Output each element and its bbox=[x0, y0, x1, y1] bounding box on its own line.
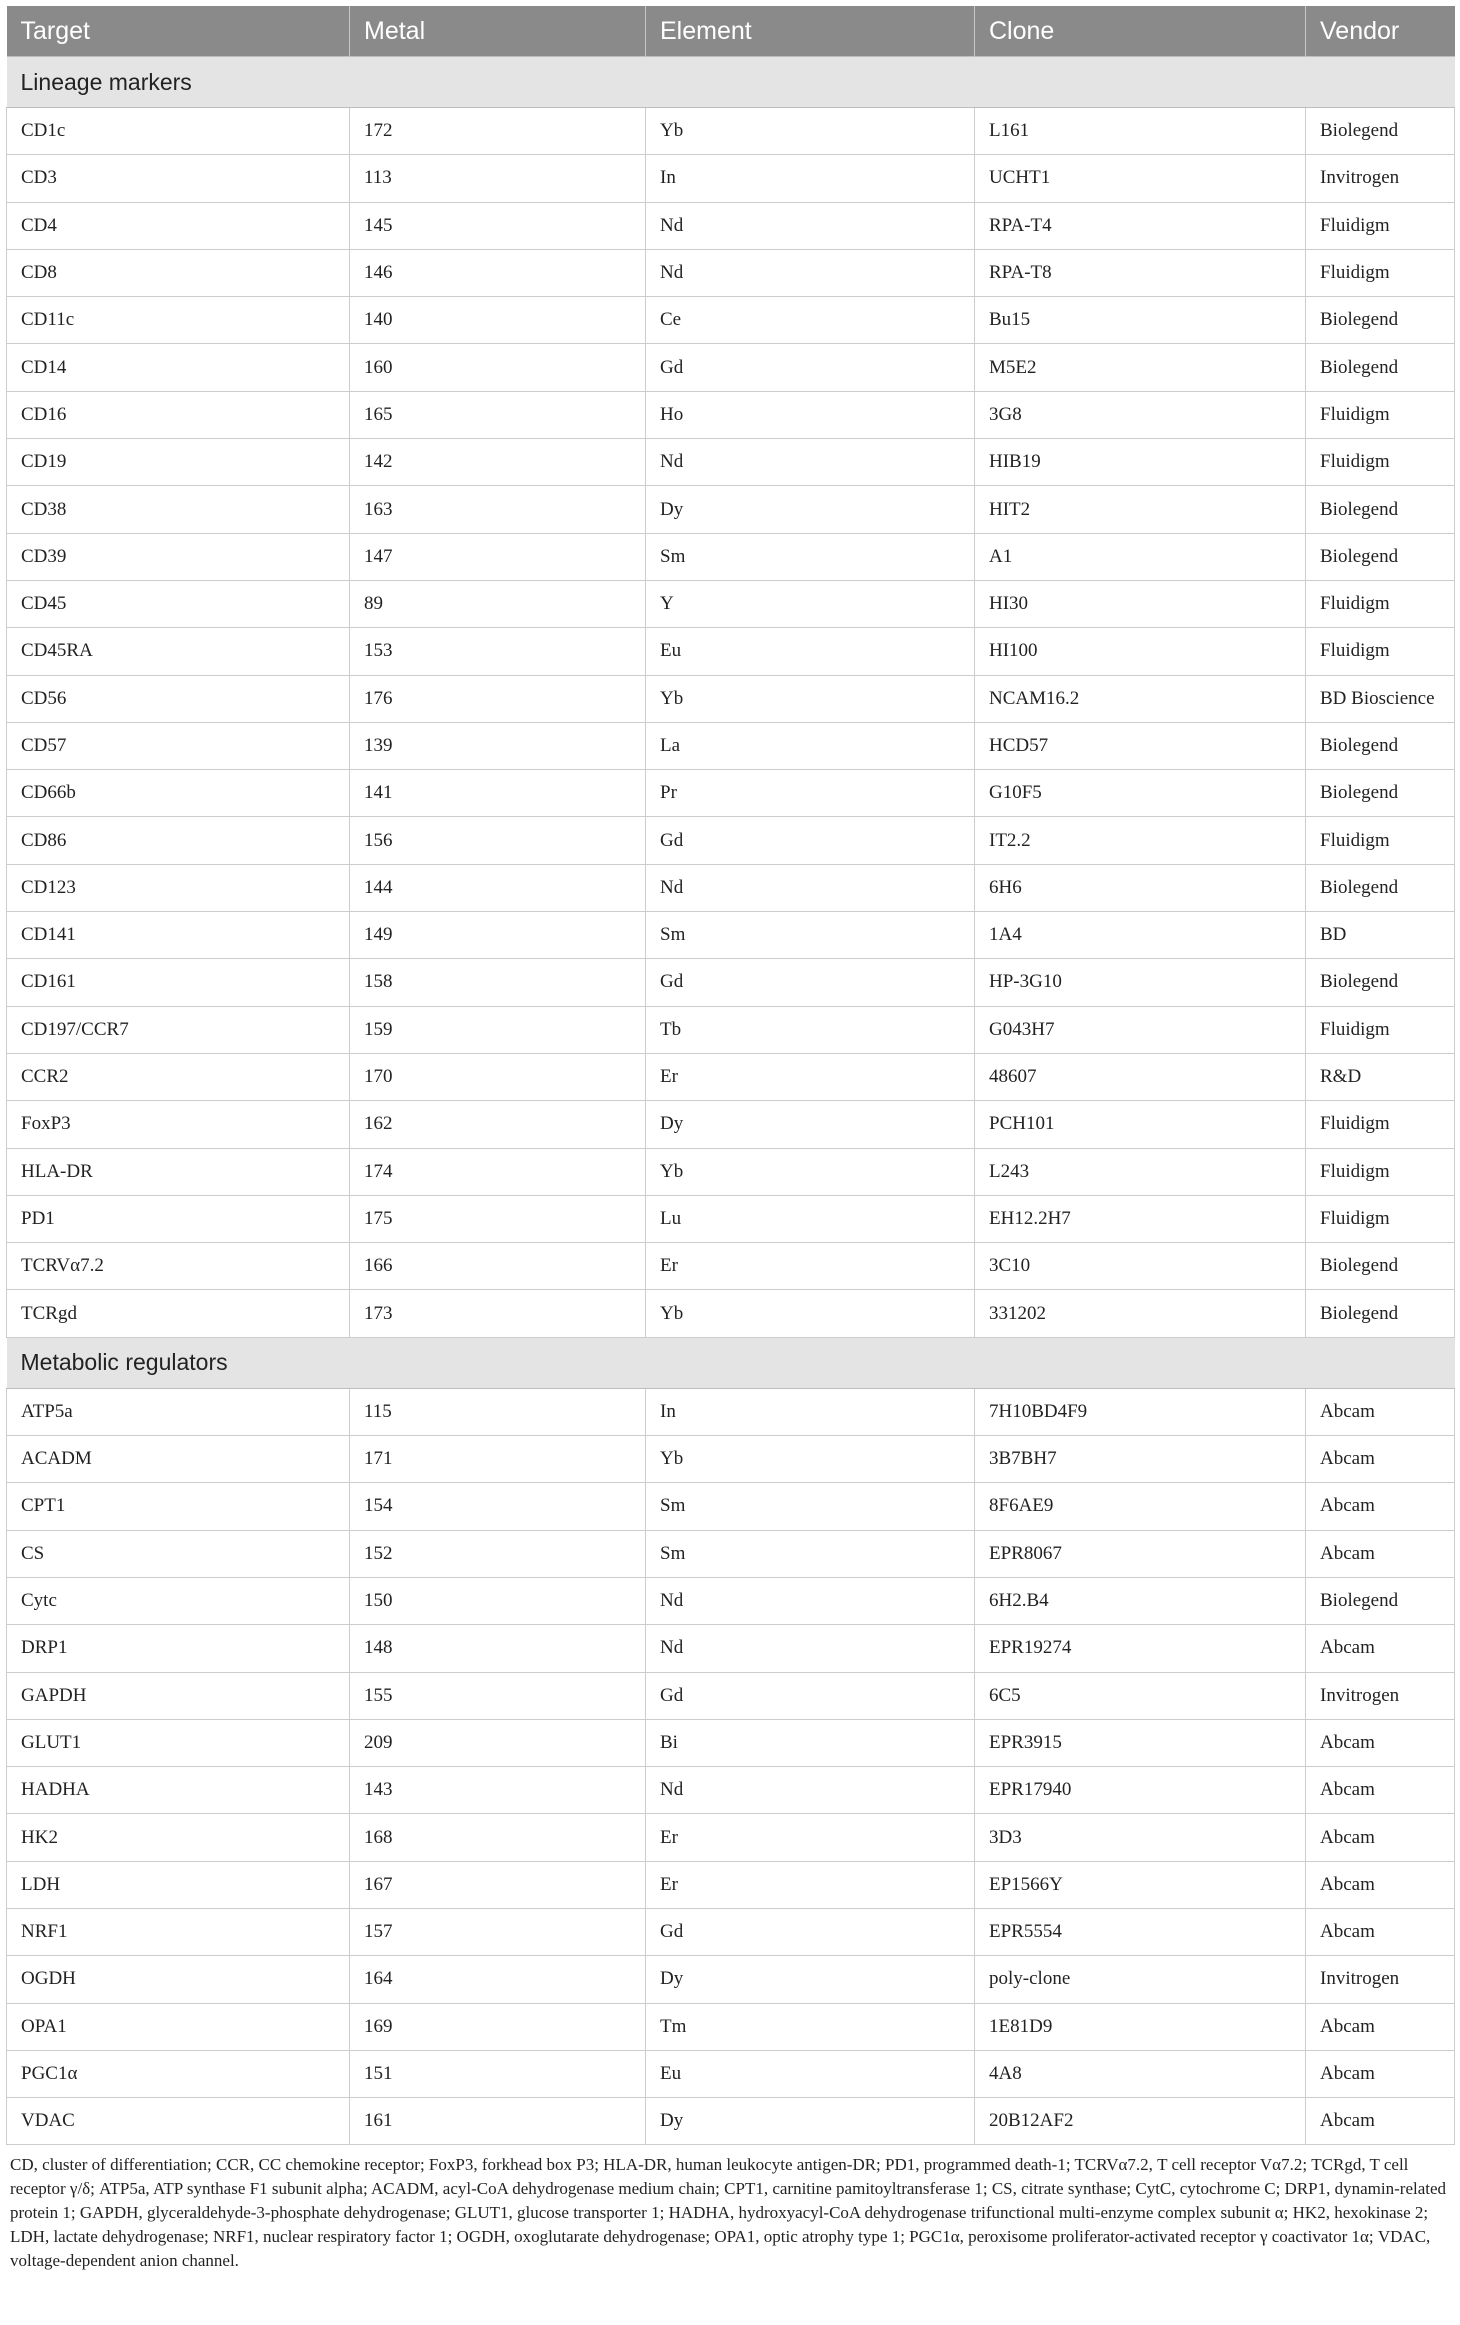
element-cell: Ce bbox=[646, 297, 975, 344]
table-row bbox=[7, 675, 1455, 722]
target-cell: Cytc bbox=[7, 1577, 350, 1624]
element-cell: Gd bbox=[646, 344, 975, 391]
target-cell: HK2 bbox=[7, 1814, 350, 1861]
metal-cell: 170 bbox=[350, 1053, 646, 1100]
metal-cell: 159 bbox=[350, 1006, 646, 1053]
vendor-cell: Abcam bbox=[1306, 2098, 1455, 2145]
table-row bbox=[7, 1290, 1455, 1337]
table-row bbox=[7, 628, 1455, 675]
clone-cell: 3D3 bbox=[975, 1814, 1306, 1861]
clone-cell: HCD57 bbox=[975, 722, 1306, 769]
element-cell: Dy bbox=[646, 1956, 975, 2003]
element-cell: Dy bbox=[646, 486, 975, 533]
target-cell: CD39 bbox=[7, 533, 350, 580]
metal-cell: 171 bbox=[350, 1436, 646, 1483]
target-cell: CCR2 bbox=[7, 1053, 350, 1100]
clone-cell: EH12.2H7 bbox=[975, 1195, 1306, 1242]
target-cell: CD197/CCR7 bbox=[7, 1006, 350, 1053]
target-cell: OGDH bbox=[7, 1956, 350, 2003]
clone-cell: L243 bbox=[975, 1148, 1306, 1195]
vendor-cell: Abcam bbox=[1306, 1436, 1455, 1483]
table-row bbox=[7, 722, 1455, 769]
target-cell: CD45RA bbox=[7, 628, 350, 675]
table-row bbox=[7, 1625, 1455, 1672]
vendor-cell: Abcam bbox=[1306, 1767, 1455, 1814]
metal-cell: 158 bbox=[350, 959, 646, 1006]
clone-cell: RPA-T4 bbox=[975, 202, 1306, 249]
metal-cell: 154 bbox=[350, 1483, 646, 1530]
clone-cell: M5E2 bbox=[975, 344, 1306, 391]
metal-cell: 157 bbox=[350, 1908, 646, 1955]
target-cell: PD1 bbox=[7, 1195, 350, 1242]
metal-cell: 160 bbox=[350, 344, 646, 391]
table-row bbox=[7, 1577, 1455, 1624]
metal-cell: 145 bbox=[350, 202, 646, 249]
clone-cell: EPR17940 bbox=[975, 1767, 1306, 1814]
metal-cell: 113 bbox=[350, 155, 646, 202]
element-cell: Eu bbox=[646, 2050, 975, 2097]
section-header-row bbox=[7, 1337, 1455, 1388]
target-cell: VDAC bbox=[7, 2098, 350, 2145]
vendor-cell: Fluidigm bbox=[1306, 1101, 1455, 1148]
element-cell: Ho bbox=[646, 391, 975, 438]
clone-cell: L161 bbox=[975, 108, 1306, 155]
clone-cell: EP1566Y bbox=[975, 1861, 1306, 1908]
table-row bbox=[7, 864, 1455, 911]
metal-cell: 173 bbox=[350, 1290, 646, 1337]
clone-cell: HI30 bbox=[975, 580, 1306, 627]
element-cell: Er bbox=[646, 1243, 975, 1290]
table-row bbox=[7, 1672, 1455, 1719]
table-body bbox=[7, 57, 1455, 2145]
metal-cell: 166 bbox=[350, 1243, 646, 1290]
clone-cell: poly-clone bbox=[975, 1956, 1306, 2003]
target-cell: CD161 bbox=[7, 959, 350, 1006]
target-cell: CD19 bbox=[7, 439, 350, 486]
vendor-cell: Biolegend bbox=[1306, 533, 1455, 580]
clone-cell: 6H2.B4 bbox=[975, 1577, 1306, 1624]
target-cell: NRF1 bbox=[7, 1908, 350, 1955]
header-metal: Metal bbox=[350, 6, 646, 57]
metal-cell: 148 bbox=[350, 1625, 646, 1672]
vendor-cell: BD bbox=[1306, 912, 1455, 959]
table-row bbox=[7, 486, 1455, 533]
table-row bbox=[7, 1719, 1455, 1766]
table-row bbox=[7, 1148, 1455, 1195]
metal-cell: 172 bbox=[350, 108, 646, 155]
metal-cell: 175 bbox=[350, 1195, 646, 1242]
vendor-cell: Biolegend bbox=[1306, 297, 1455, 344]
clone-cell: EPR8067 bbox=[975, 1530, 1306, 1577]
target-cell: TCRVα7.2 bbox=[7, 1243, 350, 1290]
vendor-cell: Fluidigm bbox=[1306, 1006, 1455, 1053]
vendor-cell: Biolegend bbox=[1306, 770, 1455, 817]
table-row bbox=[7, 344, 1455, 391]
clone-cell: 48607 bbox=[975, 1053, 1306, 1100]
element-cell: Tb bbox=[646, 1006, 975, 1053]
element-cell: Nd bbox=[646, 1767, 975, 1814]
element-cell: Bi bbox=[646, 1719, 975, 1766]
metal-cell: 162 bbox=[350, 1101, 646, 1148]
metal-cell: 167 bbox=[350, 1861, 646, 1908]
clone-cell: IT2.2 bbox=[975, 817, 1306, 864]
table-row bbox=[7, 1908, 1455, 1955]
table-row bbox=[7, 391, 1455, 438]
metal-cell: 156 bbox=[350, 817, 646, 864]
vendor-cell: Abcam bbox=[1306, 1388, 1455, 1435]
target-cell: CD1c bbox=[7, 108, 350, 155]
table-row bbox=[7, 1053, 1455, 1100]
target-cell: GLUT1 bbox=[7, 1719, 350, 1766]
target-cell: CD16 bbox=[7, 391, 350, 438]
target-cell: ACADM bbox=[7, 1436, 350, 1483]
target-cell: CD45 bbox=[7, 580, 350, 627]
table-row bbox=[7, 817, 1455, 864]
table-row bbox=[7, 959, 1455, 1006]
clone-cell: HP-3G10 bbox=[975, 959, 1306, 1006]
metal-cell: 174 bbox=[350, 1148, 646, 1195]
target-cell: CD8 bbox=[7, 249, 350, 296]
metal-cell: 153 bbox=[350, 628, 646, 675]
target-cell: HLA-DR bbox=[7, 1148, 350, 1195]
metal-cell: 163 bbox=[350, 486, 646, 533]
clone-cell: UCHT1 bbox=[975, 155, 1306, 202]
target-cell: CD86 bbox=[7, 817, 350, 864]
vendor-cell: Fluidigm bbox=[1306, 439, 1455, 486]
table-row bbox=[7, 439, 1455, 486]
vendor-cell: R&D bbox=[1306, 1053, 1455, 1100]
metal-cell: 140 bbox=[350, 297, 646, 344]
table-row bbox=[7, 108, 1455, 155]
section-title: Lineage markers bbox=[7, 57, 1455, 108]
element-cell: Tm bbox=[646, 2003, 975, 2050]
metal-cell: 146 bbox=[350, 249, 646, 296]
metal-cell: 147 bbox=[350, 533, 646, 580]
clone-cell: HI100 bbox=[975, 628, 1306, 675]
header-vendor: Vendor bbox=[1306, 6, 1455, 57]
element-cell: Sm bbox=[646, 533, 975, 580]
clone-cell: Bu15 bbox=[975, 297, 1306, 344]
element-cell: Sm bbox=[646, 1530, 975, 1577]
vendor-cell: Biolegend bbox=[1306, 959, 1455, 1006]
target-cell: GAPDH bbox=[7, 1672, 350, 1719]
table-row bbox=[7, 155, 1455, 202]
table-row bbox=[7, 912, 1455, 959]
target-cell: CD57 bbox=[7, 722, 350, 769]
vendor-cell: Abcam bbox=[1306, 1814, 1455, 1861]
header-element: Element bbox=[646, 6, 975, 57]
reagent-table bbox=[6, 6, 1455, 2145]
target-cell: FoxP3 bbox=[7, 1101, 350, 1148]
table-row bbox=[7, 2050, 1455, 2097]
table-row bbox=[7, 1388, 1455, 1435]
target-cell: OPA1 bbox=[7, 2003, 350, 2050]
vendor-cell: Abcam bbox=[1306, 1483, 1455, 1530]
table-row bbox=[7, 297, 1455, 344]
clone-cell: 8F6AE9 bbox=[975, 1483, 1306, 1530]
element-cell: Nd bbox=[646, 439, 975, 486]
element-cell: Dy bbox=[646, 2098, 975, 2145]
table-row bbox=[7, 1956, 1455, 2003]
clone-cell: EPR3915 bbox=[975, 1719, 1306, 1766]
vendor-cell: Invitrogen bbox=[1306, 1956, 1455, 2003]
header-clone: Clone bbox=[975, 6, 1306, 57]
element-cell: In bbox=[646, 155, 975, 202]
target-cell: CD66b bbox=[7, 770, 350, 817]
element-cell: Er bbox=[646, 1861, 975, 1908]
target-cell: CD3 bbox=[7, 155, 350, 202]
clone-cell: 20B12AF2 bbox=[975, 2098, 1306, 2145]
metal-cell: 161 bbox=[350, 2098, 646, 2145]
table-row bbox=[7, 1436, 1455, 1483]
metal-cell: 165 bbox=[350, 391, 646, 438]
metal-cell: 89 bbox=[350, 580, 646, 627]
table-row bbox=[7, 1530, 1455, 1577]
clone-cell: 1E81D9 bbox=[975, 2003, 1306, 2050]
vendor-cell: Biolegend bbox=[1306, 722, 1455, 769]
table-row bbox=[7, 2098, 1455, 2145]
table-row bbox=[7, 1195, 1455, 1242]
target-cell: TCRgd bbox=[7, 1290, 350, 1337]
table-row bbox=[7, 1767, 1455, 1814]
vendor-cell: Biolegend bbox=[1306, 1243, 1455, 1290]
target-cell: ATP5a bbox=[7, 1388, 350, 1435]
target-cell: CPT1 bbox=[7, 1483, 350, 1530]
vendor-cell: Fluidigm bbox=[1306, 580, 1455, 627]
element-cell: Er bbox=[646, 1053, 975, 1100]
vendor-cell: Biolegend bbox=[1306, 108, 1455, 155]
table-row bbox=[7, 1101, 1455, 1148]
target-cell: PGC1α bbox=[7, 2050, 350, 2097]
vendor-cell: Abcam bbox=[1306, 1719, 1455, 1766]
target-cell: CD11c bbox=[7, 297, 350, 344]
element-cell: Nd bbox=[646, 1577, 975, 1624]
vendor-cell: Abcam bbox=[1306, 2003, 1455, 2050]
element-cell: Gd bbox=[646, 817, 975, 864]
clone-cell: 3C10 bbox=[975, 1243, 1306, 1290]
section-title: Metabolic regulators bbox=[7, 1337, 1455, 1388]
metal-cell: 152 bbox=[350, 1530, 646, 1577]
table-row bbox=[7, 1006, 1455, 1053]
element-cell: Dy bbox=[646, 1101, 975, 1148]
element-cell: Y bbox=[646, 580, 975, 627]
element-cell: Lu bbox=[646, 1195, 975, 1242]
element-cell: Sm bbox=[646, 1483, 975, 1530]
element-cell: Pr bbox=[646, 770, 975, 817]
vendor-cell: Fluidigm bbox=[1306, 249, 1455, 296]
vendor-cell: Abcam bbox=[1306, 1908, 1455, 1955]
vendor-cell: Biolegend bbox=[1306, 1577, 1455, 1624]
metal-cell: 151 bbox=[350, 2050, 646, 2097]
metal-cell: 209 bbox=[350, 1719, 646, 1766]
table-row bbox=[7, 770, 1455, 817]
table-row bbox=[7, 202, 1455, 249]
element-cell: Yb bbox=[646, 675, 975, 722]
clone-cell: 7H10BD4F9 bbox=[975, 1388, 1306, 1435]
element-cell: In bbox=[646, 1388, 975, 1435]
metal-cell: 139 bbox=[350, 722, 646, 769]
vendor-cell: Biolegend bbox=[1306, 486, 1455, 533]
target-cell: CD4 bbox=[7, 202, 350, 249]
vendor-cell: Fluidigm bbox=[1306, 628, 1455, 675]
clone-cell: 6H6 bbox=[975, 864, 1306, 911]
vendor-cell: Fluidigm bbox=[1306, 817, 1455, 864]
metal-cell: 168 bbox=[350, 1814, 646, 1861]
target-cell: DRP1 bbox=[7, 1625, 350, 1672]
table-row bbox=[7, 2003, 1455, 2050]
element-cell: Nd bbox=[646, 202, 975, 249]
element-cell: La bbox=[646, 722, 975, 769]
element-cell: Gd bbox=[646, 1908, 975, 1955]
clone-cell: PCH101 bbox=[975, 1101, 1306, 1148]
vendor-cell: Invitrogen bbox=[1306, 155, 1455, 202]
element-cell: Yb bbox=[646, 1436, 975, 1483]
vendor-cell: Abcam bbox=[1306, 2050, 1455, 2097]
clone-cell: 1A4 bbox=[975, 912, 1306, 959]
table-row bbox=[7, 1483, 1455, 1530]
element-cell: Nd bbox=[646, 864, 975, 911]
element-cell: Nd bbox=[646, 1625, 975, 1672]
target-cell: CD14 bbox=[7, 344, 350, 391]
table-row bbox=[7, 1243, 1455, 1290]
clone-cell: EPR5554 bbox=[975, 1908, 1306, 1955]
target-cell: LDH bbox=[7, 1861, 350, 1908]
header-target: Target bbox=[7, 6, 350, 57]
vendor-cell: Invitrogen bbox=[1306, 1672, 1455, 1719]
clone-cell: 3G8 bbox=[975, 391, 1306, 438]
vendor-cell: Fluidigm bbox=[1306, 1195, 1455, 1242]
target-cell: CD56 bbox=[7, 675, 350, 722]
clone-cell: EPR19274 bbox=[975, 1625, 1306, 1672]
vendor-cell: Fluidigm bbox=[1306, 202, 1455, 249]
element-cell: Gd bbox=[646, 1672, 975, 1719]
element-cell: Yb bbox=[646, 1148, 975, 1195]
element-cell: Sm bbox=[646, 912, 975, 959]
target-cell: CD141 bbox=[7, 912, 350, 959]
table-container bbox=[6, 6, 1454, 2273]
table-row bbox=[7, 1814, 1455, 1861]
metal-cell: 142 bbox=[350, 439, 646, 486]
metal-cell: 155 bbox=[350, 1672, 646, 1719]
table-row bbox=[7, 533, 1455, 580]
clone-cell: A1 bbox=[975, 533, 1306, 580]
clone-cell: 4A8 bbox=[975, 2050, 1306, 2097]
target-cell: CD38 bbox=[7, 486, 350, 533]
metal-cell: 169 bbox=[350, 2003, 646, 2050]
section-header-row bbox=[7, 57, 1455, 108]
table-row bbox=[7, 249, 1455, 296]
metal-cell: 164 bbox=[350, 1956, 646, 2003]
table-footnote: CD, cluster of differentiation; CCR, CC chemokine receptor; FoxP3, forkhead box P3; HLA-DR, human leukocyte antigen-DR; PD1, programmed death-1; TCRVα7.2, T cell receptor Vα7.2; TCRgd, T cell receptor γ/δ; ATP5a, ATP synthase F1 subunit alpha; ACADM, acyl-CoA dehydrogenase medium chain; CPT1, carnitine pamitoyltransferase 1; CS, citrate synthase; CytC, cytochrome C; DRP1, dynamin-related protein 1; GAPDH, glyceraldehyde-3-phosphate dehydrogenase; GLUT1, glucose transporter 1; HADHA, hydroxyacyl-CoA dehydrogenase trifunctional multi-enzyme complex subunit α; HK2, hexokinase 2; LDH, lactate dehydrogenase; NRF1, nuclear respiratory factor 1; OGDH, oxoglutarate dehydrogenase; OPA1, optic atrophy type 1; PGC1α, peroxisome proliferator-activated receptor γ coactivator 1α; VDAC, voltage-dependent anion channel. bbox=[10, 2155, 1447, 2271]
metal-cell: 115 bbox=[350, 1388, 646, 1435]
vendor-cell: BD Bioscience bbox=[1306, 675, 1455, 722]
clone-cell: RPA-T8 bbox=[975, 249, 1306, 296]
clone-cell: 3B7BH7 bbox=[975, 1436, 1306, 1483]
vendor-cell: Biolegend bbox=[1306, 1290, 1455, 1337]
vendor-cell: Fluidigm bbox=[1306, 391, 1455, 438]
clone-cell: 331202 bbox=[975, 1290, 1306, 1337]
vendor-cell: Abcam bbox=[1306, 1625, 1455, 1672]
metal-cell: 141 bbox=[350, 770, 646, 817]
metal-cell: 144 bbox=[350, 864, 646, 911]
element-cell: Er bbox=[646, 1814, 975, 1861]
element-cell: Yb bbox=[646, 108, 975, 155]
clone-cell: HIB19 bbox=[975, 439, 1306, 486]
metal-cell: 149 bbox=[350, 912, 646, 959]
vendor-cell: Biolegend bbox=[1306, 864, 1455, 911]
vendor-cell: Biolegend bbox=[1306, 344, 1455, 391]
metal-cell: 150 bbox=[350, 1577, 646, 1624]
clone-cell: G043H7 bbox=[975, 1006, 1306, 1053]
table-row bbox=[7, 1861, 1455, 1908]
vendor-cell: Abcam bbox=[1306, 1861, 1455, 1908]
target-cell: CS bbox=[7, 1530, 350, 1577]
target-cell: HADHA bbox=[7, 1767, 350, 1814]
element-cell: Gd bbox=[646, 959, 975, 1006]
element-cell: Nd bbox=[646, 249, 975, 296]
vendor-cell: Abcam bbox=[1306, 1530, 1455, 1577]
clone-cell: G10F5 bbox=[975, 770, 1306, 817]
metal-cell: 143 bbox=[350, 1767, 646, 1814]
element-cell: Eu bbox=[646, 628, 975, 675]
element-cell: Yb bbox=[646, 1290, 975, 1337]
header-row bbox=[7, 6, 1455, 57]
clone-cell: 6C5 bbox=[975, 1672, 1306, 1719]
metal-cell: 176 bbox=[350, 675, 646, 722]
clone-cell: HIT2 bbox=[975, 486, 1306, 533]
target-cell: CD123 bbox=[7, 864, 350, 911]
table-row bbox=[7, 580, 1455, 627]
clone-cell: NCAM16.2 bbox=[975, 675, 1306, 722]
vendor-cell: Fluidigm bbox=[1306, 1148, 1455, 1195]
